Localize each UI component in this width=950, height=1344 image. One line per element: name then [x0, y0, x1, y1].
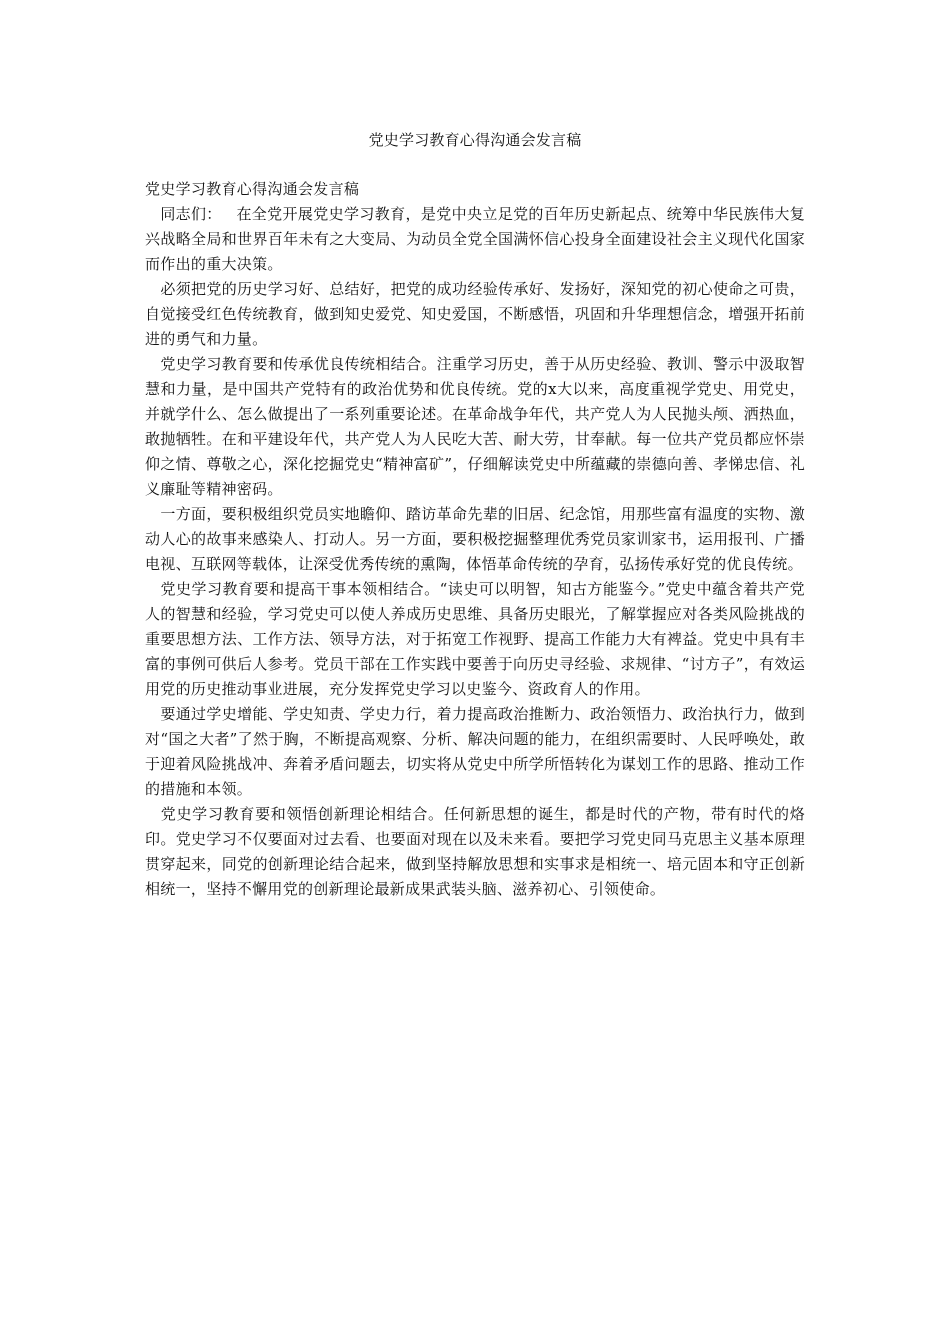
paragraph-7-text: 党史学习教育要和领悟创新理论相结合。任何新思想的诞生，都是时代的产物，带有时代的烙印。党史学习不仅要面对过去看、也要面对现在以及未来看。要把学习党史同马克思主义基本原理贯穿起来，同党的创新理论结合起来，做到坚持解放思想和实事求是相统一、培元固本和守正创新相统一，坚持不懈用党的创新理论最新成果武装头脑、滋养初心、引领使命。: [145, 805, 805, 898]
paragraph-2: [145, 277, 805, 352]
document-subtitle: 党史学习教育心得沟通会发言稿: [145, 180, 360, 198]
document-title: 党史学习教育心得沟通会发言稿: [368, 131, 582, 149]
paragraph-6-text: 要通过学史增能、学史知责、学史力行，着力提高政治推断力、政治领悟力、政治执行力，做到对“国之大者”了然于胸，不断提高观察、分析、解决问题的能力，在组织需要时、人民呼唤处，敢于迎着风险挑战冲、奔着矛盾问题去，切实将从党史中所学所悟转化为谋划工作的思路、推动工作的措施和本领。: [145, 705, 805, 798]
paragraph-6: [145, 702, 805, 802]
paragraph-3: [145, 352, 805, 502]
paragraph-5-text: 党史学习教育要和提高干事本领相结合。“读史可以明智，知古方能鉴今。”党史中蕴含着共产党人的智慧和经验，学习党史可以使人养成历史思维、具备历史眼光，了解掌握应对各类风险挑战的重要思想方法、工作方法、领导方法，对于拓宽工作视野、提高工作能力大有裨益。党史中具有丰富的事例可供后人参考。党员干部在工作实践中要善于向历史寻经验、求规律、“讨方子”，有效运用党的历史推动事业进展，充分发挥党史学习以史鉴今、资政育人的作用。: [145, 580, 805, 698]
greeting: 同志们：: [160, 205, 222, 223]
paragraph-3-text: 党史学习教育要和传承优良传统相结合。注重学习历史，善于从历史经验、教训、警示中汲取智慧和力量，是中国共产党特有的政治优势和优良传统。党的x大以来，高度重视学党史、用党史，并就学什么、怎么做提出了一系列重要论述。在革命战争年代，共产党人为人民抛头颅、洒热血，敢抛牺牲。在和平建设年代，共产党人为人民吃大苦、耐大劳，甘奉献。每一位共产党员都应怀崇仰之情、尊敬之心，深化挖掘党史“精神富矿”，仔细解读党史中所蕴藏的崇德向善、孝悌忠信、礼义廉耻等精神密码。: [145, 355, 805, 498]
paragraph-4-text: 一方面，要积极组织党员实地瞻仰、踏访革命先辈的旧居、纪念馆，用那些富有温度的实物、激动人心的故事来感染人、打动人。另一方面，要积极挖掘整理优秀党员家训家书，运用报刊、广播电视、互联网等载体，让深受优秀传统的熏陶，体悟革命传统的孕育，弘扬传承好党的优良传统。: [145, 505, 805, 573]
paragraph-5: [145, 577, 805, 702]
paragraph-1: [145, 202, 805, 277]
paragraph-4: [145, 502, 805, 577]
paragraph-1-text: 在全党开展党史学习教育，是党中央立足党的百年历史新起点、统筹中华民族伟大复兴战略全局和世界百年未有之大变局、为动员全党全国满怀信心投身全面建设社会主义现代化国家而作出的重大决策。: [145, 205, 805, 273]
paragraph-7: [145, 802, 805, 902]
document-body: [145, 177, 805, 902]
paragraph-2-text: 必须把党的历史学习好、总结好，把党的成功经验传承好、发扬好，深知党的初心使命之可贵，自觉接受红色传统教育，做到知史爱党、知史爱国，不断感悟，巩固和升华理想信念，增强开拓前进的勇气和力量。: [145, 280, 805, 348]
